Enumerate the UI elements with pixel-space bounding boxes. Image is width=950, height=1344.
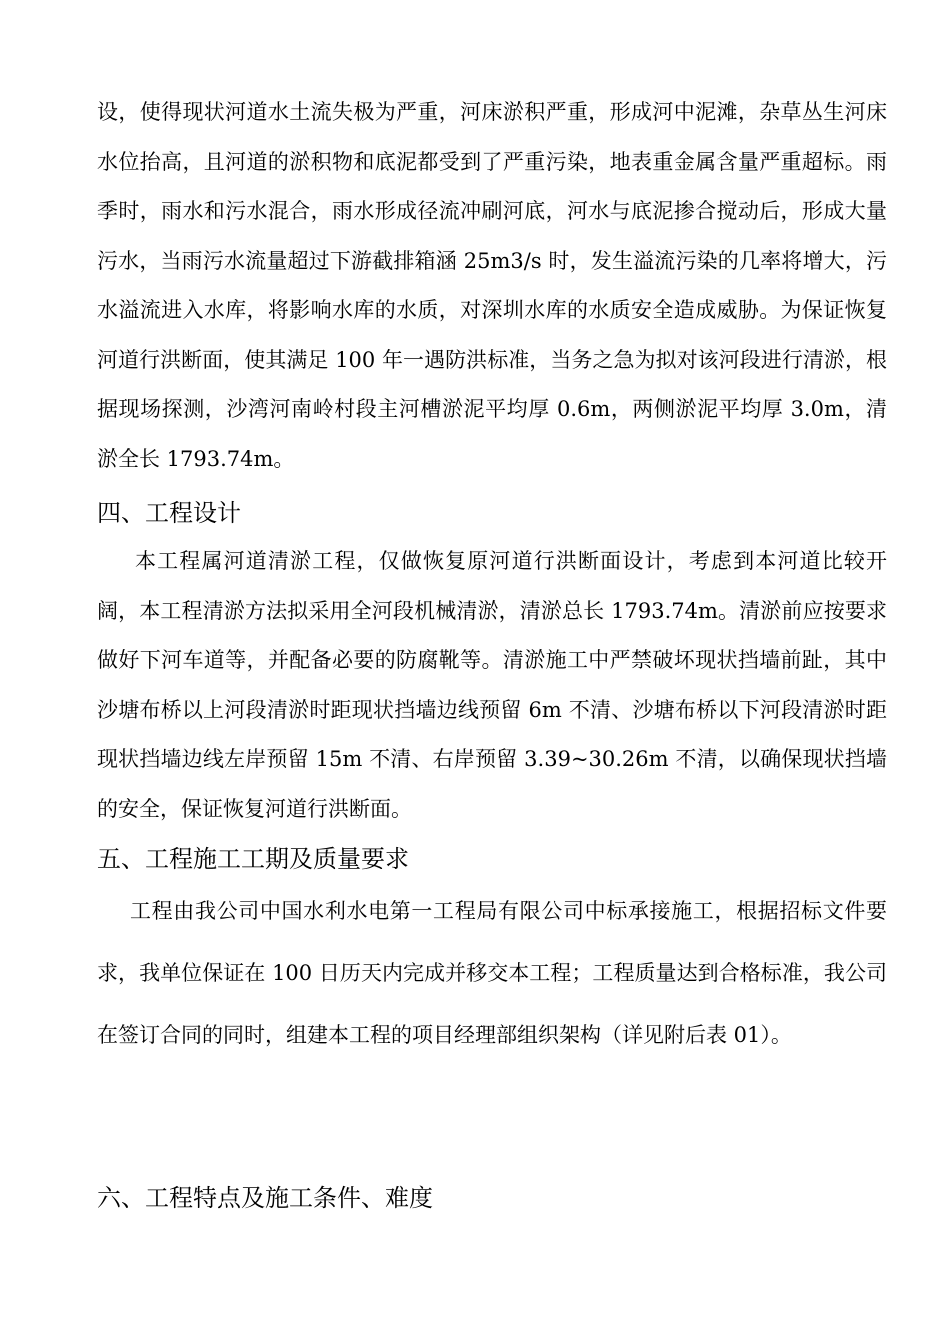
paragraph-engineering-design: 本工程属河道清淤工程，仅做恢复原河道行洪断面设计，考虑到本河道比较开阔，本工程清淤方法拟采用全河段机械清淤，清淤总长 1793.74m。清淤前应按要求做好下河车道等，并配备必要的防腐靴等。清淤施工中严禁破坏现状挡墙前趾，其中沙塘布桥以上河段清淤时距现状挡墙边线预留 6m 不清、沙塘布桥以下河段清淤时距现状挡墙边线左岸预留 15m 不清、右岸预留 3.39~30.26m 不清，以确保现状挡墙的安全，保证恢复河道行洪断面。 [97,549,887,821]
section-heading-features-conditions: 六、工程特点及施工条件、难度 [97,1184,433,1212]
paragraph-intro: 设，使得现状河道水土流失极为严重，河床淤积严重，形成河中泥滩，杂草丛生河床水位抬高，且河道的淤积物和底泥都受到了严重污染，地表重金属含量严重超标。雨季时，雨水和污水混合，雨水形成径流冲刷河底，河水与底泥掺合搅动后，形成大量污水，当雨污水流量超过下游截排箱涵 25m3/s 时，发生溢流污染的几率将增大，污水溢流进入水库，将影响水库的水质，对深圳水库的水质安全造成威胁。为保证恢复河道行洪断面，使其满足 100 年一遇防洪标准，当务之急为拟对该河段进行清淤，根据现场探测，沙湾河南岭村段主河槽淤泥平均厚 0.6m，两侧淤泥平均厚 3.0m，清淤全长 1793.74m。 [97,100,887,471]
paragraph-schedule-quality: 工程由我公司中国水利水电第一工程局有限公司中标承接施工，根据招标文件要求，我单位保证在 100 日历天内完成并移交本工程；工程质量达到合格标准，我公司在签订合同的同时，组建本工程的项目经理部组织架构（详见附后表 01）。 [97,899,887,1047]
section-heading-schedule-quality: 五、工程施工工期及质量要求 [97,845,409,873]
section-heading-engineering-design: 四、工程设计 [97,499,241,527]
